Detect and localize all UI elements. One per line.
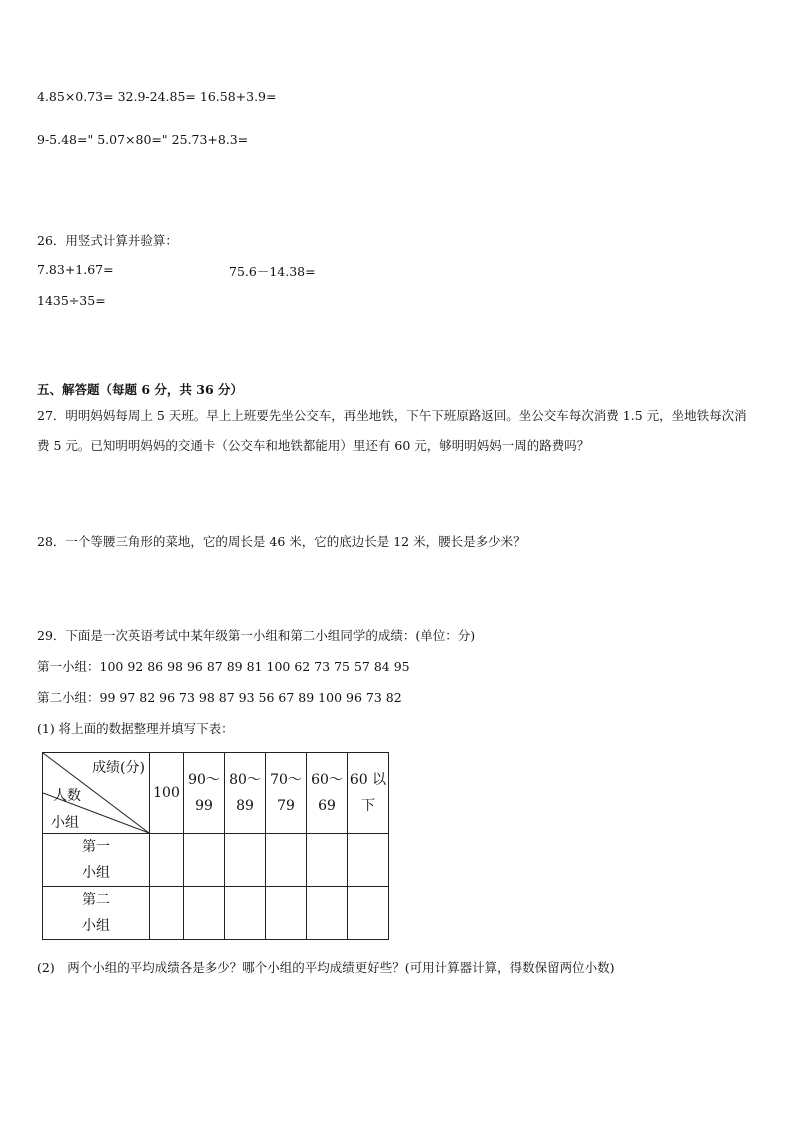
answer-cell[interactable]: [184, 834, 225, 887]
calc-line-1: 4.85×0.73= 32.9-24.85= 16.58+3.9=: [37, 89, 277, 104]
header-range: 90～ 99: [184, 753, 225, 834]
corner-group-label: 小组: [51, 815, 79, 831]
answer-cell[interactable]: [348, 887, 389, 940]
table-header-row: [43, 753, 389, 834]
answer-cell[interactable]: [184, 887, 225, 940]
table-corner-cell: [43, 753, 150, 834]
question-29-part2: (2) 两个小组的平均成绩各是多少？哪个小组的平均成绩更好些？(可用计算器计算，得数保留两位小数): [37, 960, 615, 975]
question-26-item-2: 75.6－14.38=: [229, 264, 316, 279]
question-28-text: 28．一个等腰三角形的菜地，它的周长是 46 米，它的底边长是 12 米，腰长是多少米？: [37, 534, 526, 549]
question-26-title: 26．用竖式计算并验算：: [37, 233, 178, 248]
row-label-group1: 第一 小组: [43, 834, 150, 887]
answer-cell[interactable]: [348, 834, 389, 887]
header-range: 70～ 79: [266, 753, 307, 834]
table-row: [43, 834, 389, 887]
corner-count-label: 人数: [53, 788, 81, 804]
question-29-group1: 第一小组：100 92 86 98 96 87 89 81 100 62 73 75 57 84 95: [37, 659, 410, 674]
answer-cell[interactable]: [150, 834, 184, 887]
score-table: [42, 752, 389, 940]
header-100: 100: [150, 753, 184, 834]
answer-cell[interactable]: [225, 834, 266, 887]
calc-line-2: 9-5.48=" 5.07×80=" 25.73+8.3=: [37, 132, 249, 147]
answer-cell[interactable]: [266, 834, 307, 887]
question-26-item-3: 1435÷35=: [37, 293, 106, 308]
corner-score-label: 成绩(分): [92, 760, 145, 776]
table-row: [43, 887, 389, 940]
header-range: 60～ 69: [307, 753, 348, 834]
row-label-group2: 第二 小组: [43, 887, 150, 940]
question-29-part1: (1) 将上面的数据整理并填写下表：: [37, 721, 234, 736]
answer-cell[interactable]: [307, 834, 348, 887]
question-29-title: 29．下面是一次英语考试中某年级第一小组和第二小组同学的成绩：(单位：分): [37, 628, 476, 643]
question-29-group2: 第二小组：99 97 82 96 73 98 87 93 56 67 89 100 96 73 82: [37, 690, 402, 705]
answer-cell[interactable]: [307, 887, 348, 940]
answer-cell[interactable]: [266, 887, 307, 940]
header-range: 80～ 89: [225, 753, 266, 834]
header-range: 60 以 下: [348, 753, 389, 834]
answer-cell[interactable]: [225, 887, 266, 940]
answer-cell[interactable]: [150, 887, 184, 940]
section-5-title: 五、解答题（每题 6 分，共 36 分）: [37, 382, 244, 397]
question-27-text: 27．明明妈妈每周上 5 天班。早上上班要先坐公交车，再坐地铁，下午下班原路返回。坐公交车每次消费 1.5 元，坐地铁每次消费 5 元。已知明明妈妈的交通卡（公交车和地铁都能用）里还有 60 元，够明明妈妈一周的路费吗？: [37, 408, 747, 453]
question-26-item-1: 7.83+1.67=: [37, 262, 114, 277]
